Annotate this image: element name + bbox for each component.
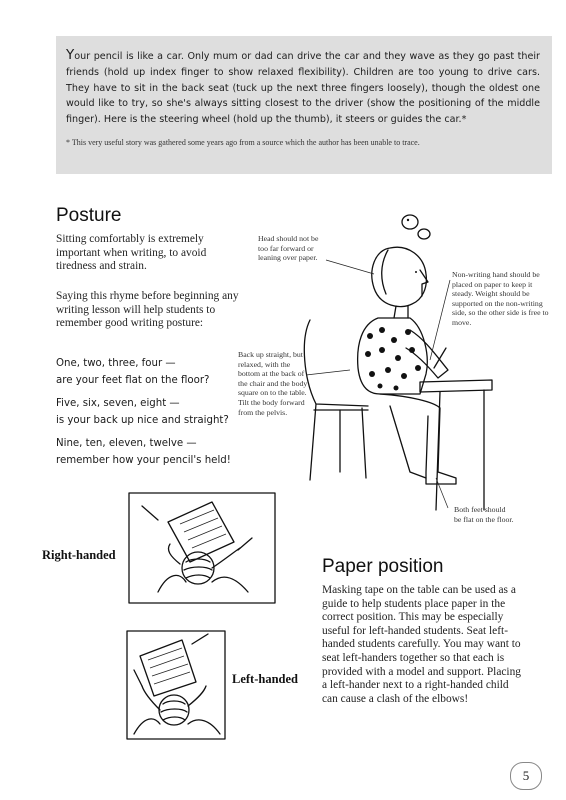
caption-back: Back up straight, but relaxed, with the bottom at the back of the chair and the body square on to the table. Tilt the body forward from the pelvis. bbox=[238, 350, 308, 417]
left-handed-illustration bbox=[126, 630, 226, 740]
paper-position-text: Masking tape on the table can be used as a guide to help students place paper in the correct position. This may be especially useful for left-handed students. Seat left-handed students carefully. You may want to seat left-handers together so that each is provided with a model and support. Placing a left-hander next to a right-handed child can cause a clash of the elbows! bbox=[322, 584, 521, 705]
left-handed-label: Left-handed bbox=[232, 672, 298, 686]
posture-para-1: Sitting comfortably is extremely important when writing, to avoid tiredness and strain. bbox=[56, 233, 207, 273]
paper-position-heading: Paper position bbox=[322, 556, 444, 577]
caption-feet: Both feet should be flat on the floor. bbox=[454, 505, 514, 524]
rhyme-line: remember how your pencil's held! bbox=[56, 455, 231, 466]
rhyme-line: Five, six, seven, eight — bbox=[56, 398, 180, 409]
story-text bbox=[66, 48, 540, 128]
story-box bbox=[56, 36, 552, 174]
posture-para-2: Saying this rhyme before beginning any writing lesson will help students to remember good writing posture: bbox=[56, 290, 239, 330]
rhyme-line: Nine, ten, eleven, twelve — bbox=[56, 438, 197, 449]
caption-head: Head should not be too far forward or leaning over paper. bbox=[258, 234, 319, 263]
right-handed-label: Right-handed bbox=[42, 548, 116, 562]
page-number: 5 bbox=[510, 762, 542, 790]
rhyme bbox=[56, 355, 256, 469]
rhyme-line: is your back up nice and straight? bbox=[56, 415, 229, 426]
posture-heading: Posture bbox=[56, 205, 122, 226]
rhyme-line: One, two, three, four — bbox=[56, 358, 176, 369]
story-body: our pencil is like a car. Only mum or dad can drive the car and they wave as they go past their friends (hold up index finger to show relaxed flexibility). Children are too young to drive cars. They have to sit in the back seat (tuck up the next three fingers loosely), though the oldest one would like to try, so she's always sitting closest to the driver (show the positioning of the middle finger). Here is the steering wheel (hold up the thumb), it steers or guides the car.* bbox=[66, 51, 540, 126]
story-footnote: * This very useful story was gathered some years ago from a source which the author has been unable to trace. bbox=[66, 137, 420, 147]
right-handed-illustration bbox=[128, 492, 276, 604]
rhyme-line: are your feet flat on the floor? bbox=[56, 375, 210, 386]
story-dropcap: Y bbox=[66, 47, 75, 63]
caption-hand: Non-writing hand should be placed on paper to keep it steady. Weight should be supported on the non-writing side, so the other side is free to move. bbox=[452, 270, 549, 327]
hair-bow-icon bbox=[402, 215, 430, 239]
